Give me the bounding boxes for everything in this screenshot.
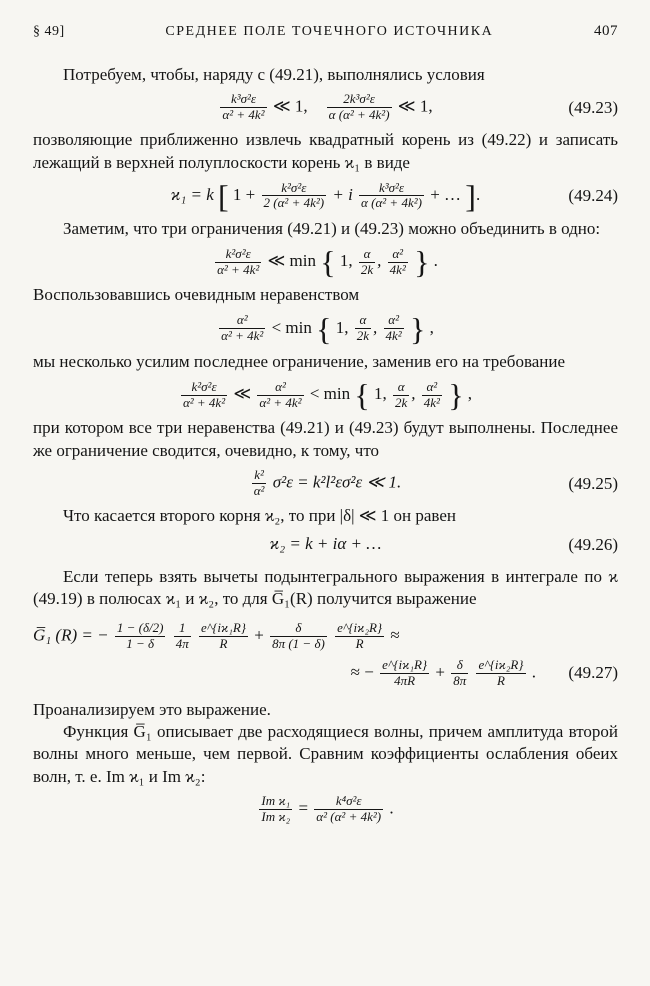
fraction <box>393 380 409 411</box>
equation-49-24: ϰ₁ = k [ 1 + $\frac{\text{k²σ²ε}}{\text{2 (α² + 4k²)}}$ + i $\frac{\text{k³σ²ε}}{\text{α (α² + 4k²)}}$ + … ]. (49.24) <box>170 177 618 214</box>
paragraph-9: Проанализируем это выражение. <box>33 699 271 719</box>
numerator: k² <box>252 468 267 484</box>
operator: ≈ <box>390 625 400 645</box>
denominator: α² + 4k² <box>221 328 264 344</box>
equation-number: (49.24) <box>568 185 618 205</box>
numerator: α² <box>257 380 303 396</box>
fraction <box>262 181 327 212</box>
page-number: 407 <box>593 23 618 39</box>
denominator: Im ϰ₂ <box>261 809 291 825</box>
numerator: α² <box>422 380 442 396</box>
term: 1 + <box>232 184 256 204</box>
paragraph-6: при котором все три неравенства (49.21) и (49.23) будут выполнены. Последнее же ограничение сводится, очевидно, к тому, что <box>33 418 618 460</box>
fraction <box>257 380 303 411</box>
denominator: R <box>219 635 228 651</box>
equation-number: (49.27) <box>568 662 618 682</box>
fraction <box>115 621 166 652</box>
fraction <box>219 313 265 344</box>
fraction <box>359 247 375 278</box>
numerator: 1 <box>174 621 191 637</box>
numerator: k³σ²ε <box>220 92 266 108</box>
denominator: 4k² <box>423 394 440 410</box>
numerator: α <box>355 313 371 329</box>
numerator: k³σ²ε <box>359 181 424 197</box>
equation-49-27-line-1 <box>33 621 618 652</box>
denominator: 8π (1 − δ) <box>272 635 325 651</box>
numerator: α <box>393 380 409 396</box>
fraction <box>380 658 429 689</box>
paragraph-3: Заметим, что три ограничения (49.21) и (49.23) можно объединить в одно: <box>63 218 601 238</box>
fraction <box>181 380 227 411</box>
numerator: e^{iϰ₂R} <box>337 619 383 635</box>
fraction <box>384 313 404 344</box>
fraction <box>220 92 266 123</box>
operator: + <box>435 662 445 682</box>
fraction <box>388 247 408 278</box>
page-header <box>33 22 618 42</box>
term: 1, <box>335 317 349 337</box>
equation-number: (49.23) <box>568 97 618 117</box>
numerator: δ <box>270 621 327 637</box>
numerator: δ <box>451 658 468 674</box>
equation-requirement: $\frac{\text{k²σ²ε}}{\text{α² + 4k²}}$ ≪ $\frac{\text{α²}}{\text{α² + 4k²}}$ < min { 1, $\frac{\alpha}{2k}$ , $\frac{\text{α²}}{\text{4k²}}$ } , <box>182 377 473 414</box>
denominator: 1 − δ <box>126 635 155 651</box>
fraction <box>259 794 292 825</box>
numerator: α² <box>219 313 265 329</box>
denominator: α² + 4k² <box>222 107 265 123</box>
denominator: 2 (α² + 4k²) <box>263 195 325 211</box>
denominator: α² + 4k² <box>217 261 260 277</box>
fraction <box>422 380 442 411</box>
numerator: Im ϰ₁ <box>261 793 291 809</box>
denominator: α² (α² + 4k²) <box>316 809 382 825</box>
paragraph-8: Если теперь взять вычеты подынтегрального выражения в интеграле по ϰ (49.19) в полюсах ϰ₁ и ϰ₂, то для G̅₁(R) получится выражение <box>33 566 618 609</box>
denominator: R <box>497 672 505 688</box>
punctuation: . <box>433 251 438 271</box>
numerator: 1 − (δ/2) <box>116 619 164 635</box>
term: 1, <box>373 384 387 404</box>
equation-body: ϰ₂ = k + iα + … <box>269 534 382 554</box>
denominator: α² + 4k² <box>259 394 302 410</box>
paragraph-7: Что касается второго корня ϰ₂, то при |δ| ≪ 1 он равен <box>63 506 456 526</box>
numerator: e^{iϰ₁R} <box>382 656 428 672</box>
paragraph-10: Функция G̅₁ описывает две расходящиеся волны, причем амплитуда второй волны много меньше, чем первой. Сравним коэффициенты ослабления обеих волн, т. е. Im ϰ₁ и Im ϰ₂: <box>33 721 618 786</box>
relation: < min <box>271 317 312 337</box>
numerator: k⁴σ²ε <box>314 794 383 810</box>
relation: < min <box>309 384 351 404</box>
denominator: 4k² <box>385 328 402 344</box>
numerator: α² <box>384 313 404 329</box>
equation-lhs: ϰ₁ = k <box>170 184 214 204</box>
operator: + <box>254 625 264 645</box>
term: σ²ε = k²l²εσ²ε ≪ 1. <box>272 472 402 492</box>
punctuation: , <box>467 384 473 404</box>
fraction <box>476 658 525 689</box>
equation-49-23 <box>33 92 618 123</box>
paragraph-1: Потребуем, чтобы, наряду с (49.21), выполнялись условия <box>63 64 485 84</box>
equation-number: (49.25) <box>568 473 618 493</box>
relation: ≪ <box>233 384 252 404</box>
term: 1, <box>339 251 353 271</box>
denominator: α² + 4k² <box>182 394 226 410</box>
equation-49-27-line-2 <box>33 658 618 689</box>
paragraph-2: позволяющие приближенно извлечь квадратный корень из (49.22) и записать лежащий в верхней полуплоскости корень ϰ₁ в виде <box>33 130 618 172</box>
relation: ≪ 1, <box>272 96 308 116</box>
paragraph-5: мы несколько усилим последнее ограничение, заменив его на требование <box>33 351 566 371</box>
fraction <box>451 658 468 689</box>
fraction <box>199 621 248 652</box>
denominator: α (α² + 4k²) <box>361 195 422 211</box>
fraction <box>215 247 261 278</box>
term: + … <box>430 184 462 204</box>
punctuation: , <box>429 317 434 337</box>
equation-attenuation-ratio <box>33 794 618 825</box>
fraction <box>359 181 424 212</box>
equation-49-26 <box>33 533 618 555</box>
equation-lhs: G̅₁ (R) = − <box>33 625 109 645</box>
denominator: 8π <box>453 672 467 688</box>
punctuation: . <box>531 662 536 682</box>
fraction <box>252 468 267 499</box>
punctuation: . <box>389 798 394 818</box>
paragraph-4: Воспользовавшись очевидным неравенством <box>33 285 360 305</box>
denominator: R <box>355 635 364 651</box>
equation-obvious-inequality: $\frac{\text{α²}}{\text{α² + 4k²}}$ < min { 1, $\frac{\alpha}{2k}$ , $\frac{\text{α²}}{\text{4k²}}$ } , <box>221 310 434 347</box>
denominator: 4πR <box>394 672 416 688</box>
denominator: 2k <box>394 394 408 410</box>
denominator: 2k <box>356 328 370 344</box>
term: + i <box>332 184 353 204</box>
denominator: 4k² <box>389 261 406 277</box>
numerator: 2k³σ²ε <box>327 92 392 108</box>
running-title: СРЕДНЕЕ ПОЛЕ ТОЧЕЧНОГО ИСТОЧНИКА <box>165 24 494 39</box>
numerator: α <box>359 247 375 263</box>
equation-number: (49.26) <box>568 534 618 554</box>
fraction <box>174 621 191 652</box>
numerator: k²σ²ε <box>181 380 227 396</box>
numerator: e^{iϰ₁R} <box>200 619 246 635</box>
equation-49-25 <box>33 468 618 499</box>
denominator: 4π <box>175 635 189 651</box>
numerator: α² <box>388 247 408 263</box>
denominator: α² <box>253 483 265 499</box>
relation: ≪ 1, <box>397 96 433 116</box>
numerator: k²σ²ε <box>262 181 327 197</box>
denominator: 2k <box>360 261 374 277</box>
operator: = <box>298 798 309 818</box>
fraction <box>327 92 392 123</box>
fraction <box>270 621 327 652</box>
numerator: e^{iϰ₂R} <box>478 656 524 672</box>
section-marker: § 49] <box>33 24 65 39</box>
denominator: α (α² + 4k²) <box>328 107 390 123</box>
numerator: k²σ²ε <box>215 247 261 263</box>
relation: ≪ min <box>267 251 316 271</box>
fraction <box>335 621 384 652</box>
operator: ≈ − <box>350 662 374 682</box>
fraction <box>355 313 371 344</box>
equation-combined-limit: $\frac{\text{k²σ²ε}}{\text{α² + 4k²}}$ ≪ min { 1, $\frac{\alpha}{2k}$ , $\frac{\text{α²}}{\text{4k²}}$ } . <box>217 244 438 281</box>
fraction <box>314 794 383 825</box>
book-page <box>33 22 618 831</box>
